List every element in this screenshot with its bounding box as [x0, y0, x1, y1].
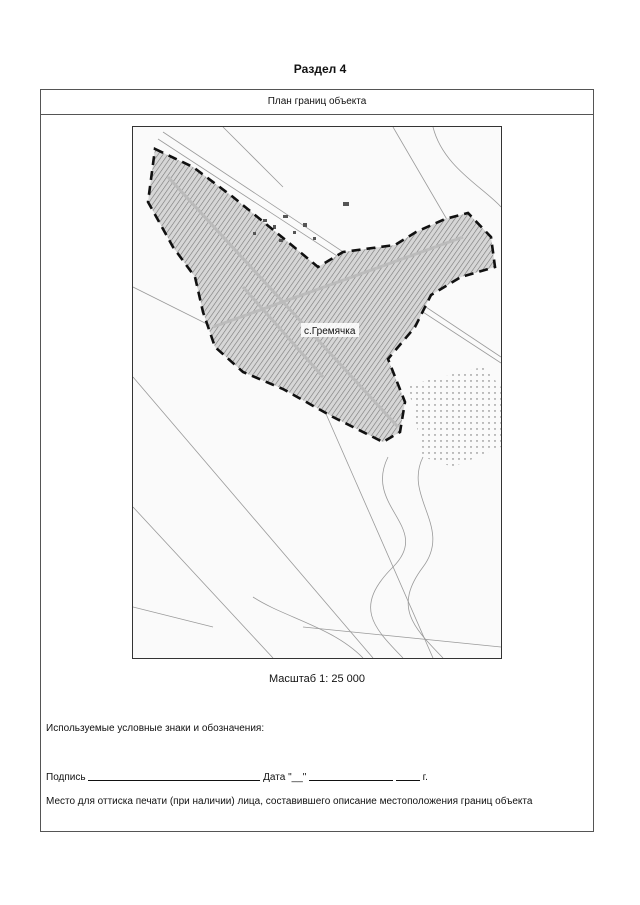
year-suffix: г. — [422, 772, 428, 783]
date-quote-close: " — [302, 772, 307, 783]
signature-label: Подпись — [46, 772, 86, 783]
map-scale: Масштаб 1: 25 000 — [269, 673, 365, 685]
legend-label: Используемые условные знаки и обозначения: — [46, 723, 265, 734]
boundary-map — [132, 126, 502, 659]
date-year-field[interactable] — [396, 770, 420, 781]
date-day-field[interactable]: __ — [291, 772, 303, 783]
dotted-area — [408, 367, 501, 467]
date-quote-open: " — [288, 772, 292, 783]
map-drawing — [133, 127, 501, 658]
signature-row — [46, 770, 428, 783]
table-header: План границ объекта — [41, 90, 593, 115]
stamp-note: Место для оттиска печати (при наличии) лица, составившего описание местоположения границ объекта — [46, 796, 533, 807]
date-label: Дата — [263, 772, 286, 783]
date-month-field[interactable] — [309, 770, 393, 781]
signature-field[interactable] — [88, 770, 260, 781]
document-frame — [40, 89, 594, 832]
section-title: Раздел 4 — [293, 62, 347, 76]
village-label: с.Гремячка — [304, 326, 356, 337]
